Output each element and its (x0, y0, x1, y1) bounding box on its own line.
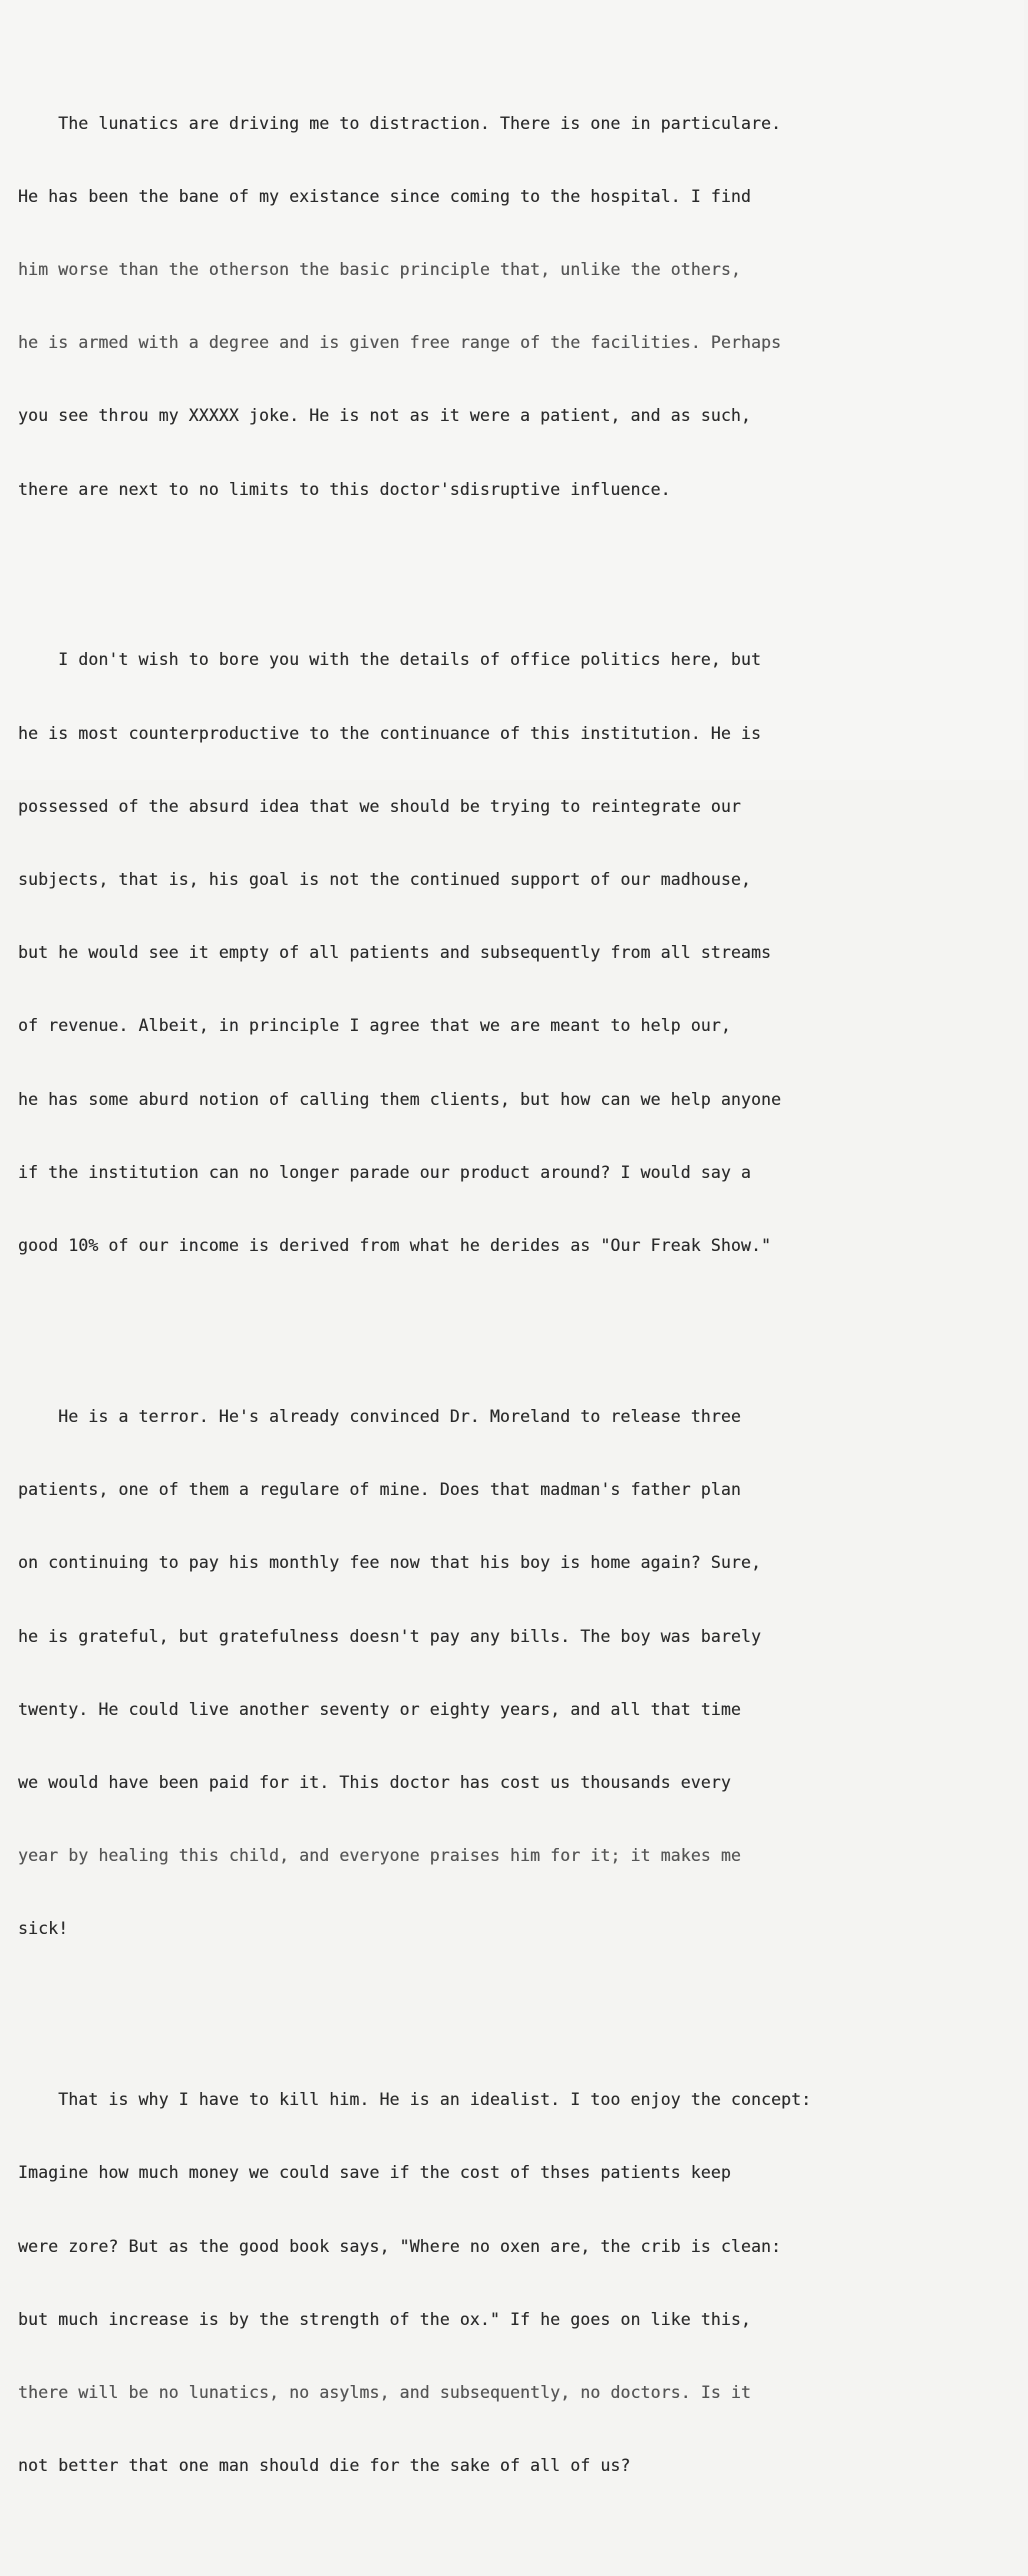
text-line: not better that one man should die for the sake of all of us? (18, 2456, 631, 2476)
text-line: patients, one of them a regulare of mine. Does that madman's father plan (18, 1480, 741, 1500)
text-line: if the institution can no longer parade our product around? I would say a (18, 1162, 751, 1182)
typewritten-text (18, 14, 1028, 2576)
text-line: I don't wish to bore you with the details of office politics here, but (18, 650, 761, 670)
text-line: That is why I have to kill him. He is an idealist. I too enjoy the concept: (18, 2090, 812, 2110)
text-line: he has some aburd notion of calling them clients, but how can we help anyone (18, 1089, 782, 1109)
text-line: there will be no lunatics, no asylms, and subsequently, no doctors. Is it (18, 2382, 751, 2402)
text-line: but he would see it empty of all patients and subsequently from all streams (18, 943, 772, 963)
text-line: he is most counterproductive to the continuance of this institution. He is (18, 723, 761, 743)
text-line: were zore? But as the good book says, "Where no oxen are, the crib is clean: (18, 2236, 782, 2256)
text-line: he is armed with a degree and is given free range of the facilities. Perhaps (18, 333, 782, 353)
paragraph-4 (18, 2039, 1028, 2527)
text-line: He has been the bane of my existance since coming to the hospital. I find (18, 186, 751, 206)
text-line: but much increase is by the strength of the ox." If he goes on like this, (18, 2309, 751, 2329)
text-line: good 10% of our income is derived from what he derides as "Our Freak Show." (18, 1236, 772, 1256)
text-line: year by healing this child, and everyone praises him for it; it makes me (18, 1846, 741, 1866)
text-line: we would have been paid for it. This doctor has cost us thousands every (18, 1772, 731, 1792)
text-line: he is grateful, but gratefulness doesn't pay any bills. The boy was barely (18, 1626, 761, 1646)
paragraph-2 (18, 600, 1028, 1308)
paragraph-3 (18, 1356, 1028, 1990)
text-line: possessed of the absurd idea that we should be trying to reintegrate our (18, 796, 741, 816)
text-line: of revenue. Albeit, in principle I agree that we are meant to help our, (18, 1016, 731, 1036)
text-line: sick! (18, 1919, 69, 1939)
text-line: there are next to no limits to this doctor'sdisruptive influence. (18, 479, 671, 499)
text-line: twenty. He could live another seventy or eighty years, and all that time (18, 1699, 741, 1719)
text-line: on continuing to pay his monthly fee now that his boy is home again? Sure, (18, 1553, 761, 1573)
text-line: subjects, that is, his goal is not the continued support of our madhouse, (18, 870, 751, 890)
text-line: him worse than the otherson the basic principle that, unlike the others, (18, 260, 741, 280)
paragraph-1 (18, 63, 1028, 551)
text-line: He is a terror. He's already convinced Dr. Moreland to release three (18, 1406, 741, 1426)
text-line: The lunatics are driving me to distraction. There is one in particulare. (18, 113, 782, 133)
text-line: Imagine how much money we could save if the cost of thses patients keep (18, 2163, 731, 2183)
text-line: you see throu my XXXXX joke. He is not as it were a patient, and as such, (18, 406, 751, 426)
